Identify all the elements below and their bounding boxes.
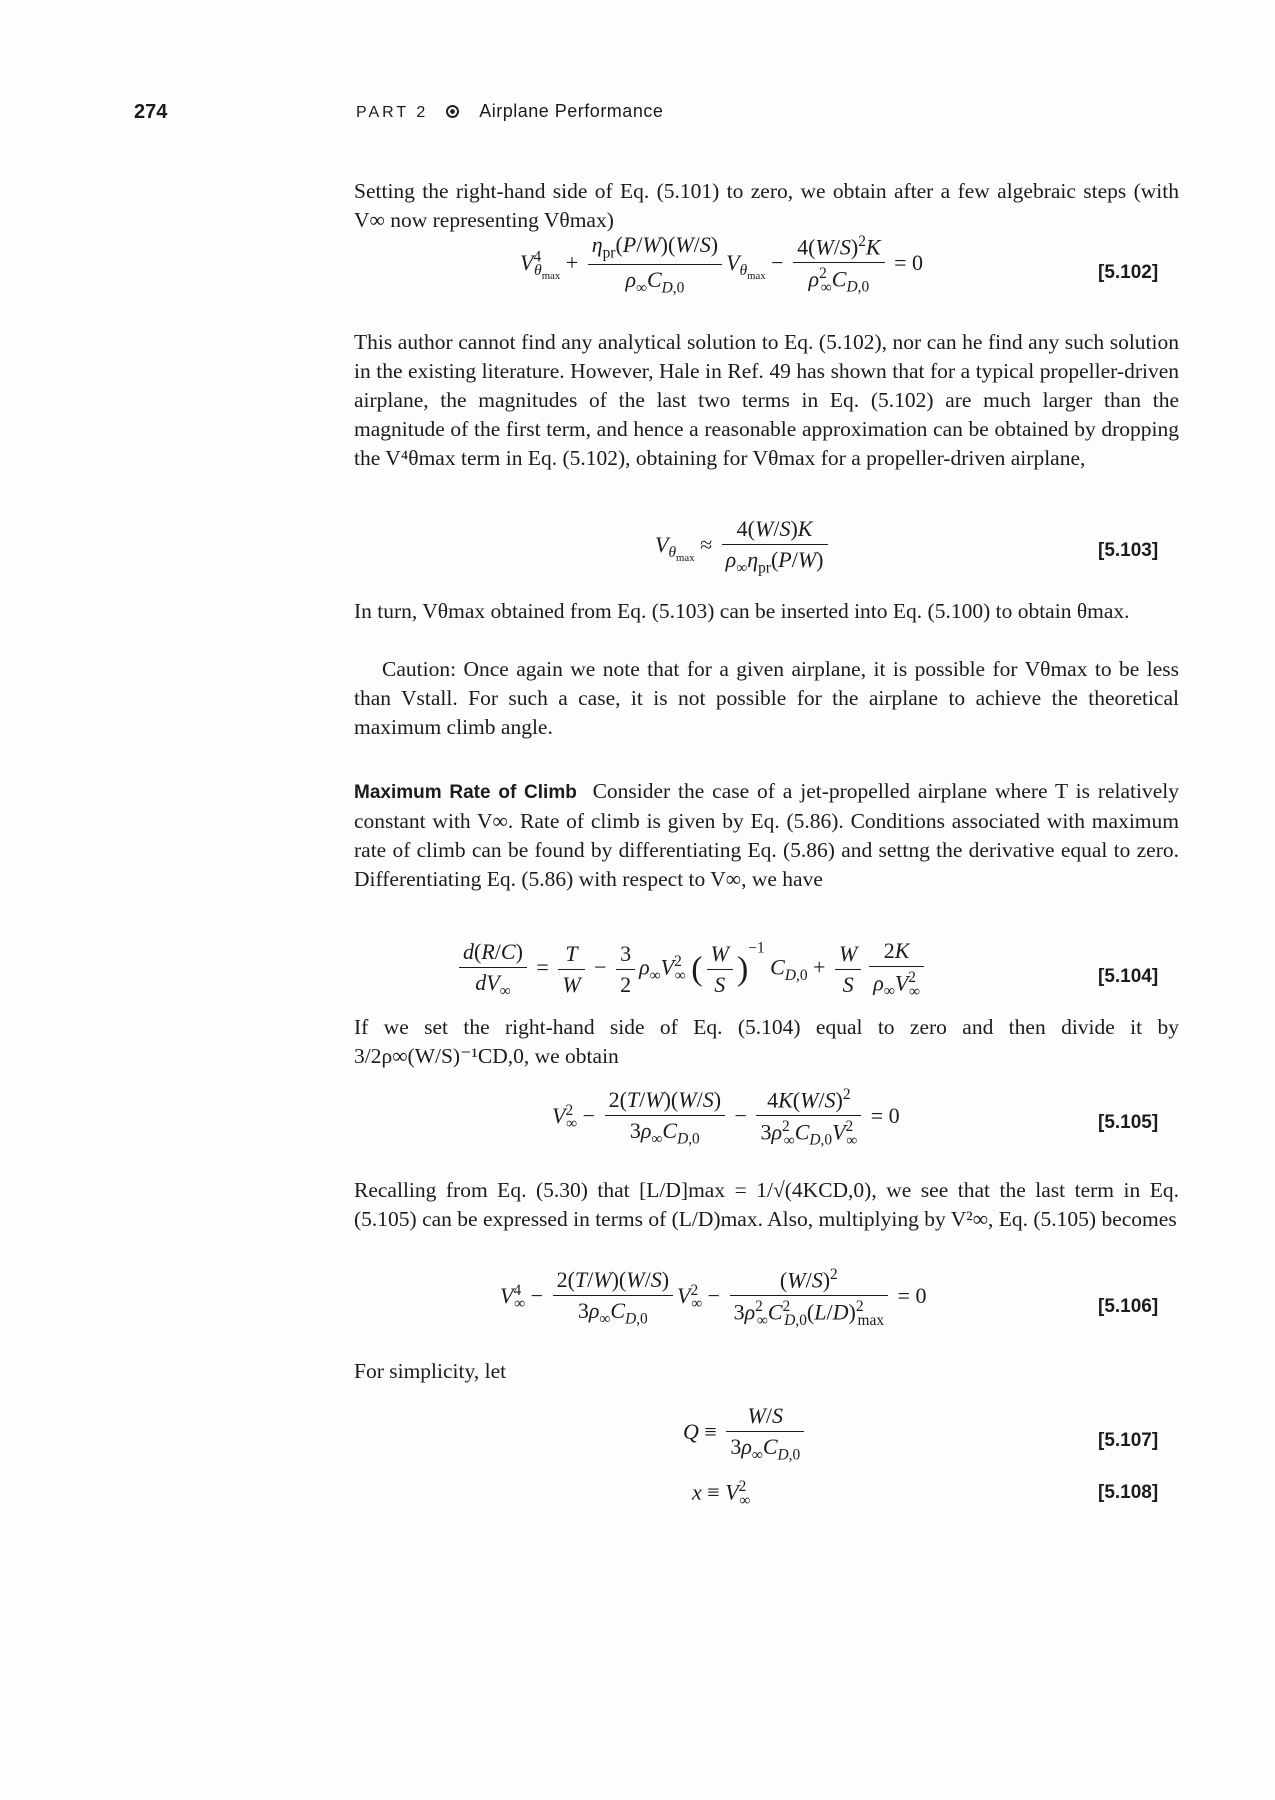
- paragraph-4: [354, 655, 1179, 742]
- running-head: [356, 101, 663, 122]
- bullet-icon: [446, 105, 459, 118]
- equation-label: [5.103]: [1098, 540, 1159, 561]
- running-head-part: PART 2: [356, 104, 429, 121]
- equation-label: [5.104]: [1098, 966, 1159, 987]
- paragraph-7: [354, 1176, 1179, 1234]
- equation-label: [5.106]: [1098, 1296, 1159, 1317]
- page-number: 274: [134, 101, 168, 123]
- equation-5-106: $V^4_\infty$ − $\frac{2(T/W)(W/S)}{3\rho_\infty C_{D,0}}$ $V^2_\infty$ − $\frac{(W/S)^2}{3\rho^2_\infty C^2_{D,0}(L/D)^2_{max}}$ = 0: [500, 1266, 927, 1330]
- paragraph-8: [354, 1357, 1179, 1386]
- equation-label: [5.108]: [1098, 1482, 1159, 1503]
- equation-label: [5.102]: [1098, 262, 1159, 283]
- paragraph-3: [354, 597, 1179, 626]
- paragraph-text: Consider the case of a jet-propelled airplane where T is relatively constant with V∞. Rate of climb is given by Eq. (5.86). Conditions associated with maximum rate of climb can be found by differentiating Eq. (5.86) and settng the derivative equal to zero. Differentiating Eq. (5.86) with respect to V∞, we have: [354, 779, 1179, 891]
- equation-5-104: $\frac{d(R/C)}{dV_\infty}$ = $\frac{T}{W}$ − $\frac{3}{2}$ $\rho_\infty V^2_\infty$ ( $\frac{W}{S}$ )$^{-1}$ $C_{D,0}$ + $\frac{W}{S}$ $\frac{2K}{\rho_\infty V^2_\infty}$: [455, 938, 928, 1001]
- equation-label: [5.107]: [1098, 1430, 1159, 1451]
- paragraph-text: Caution: Once again we note that for a given airplane, it is possible for Vθmax to be less than Vstall. For such a case, it is not possible for the airplane to achieve the theoretical maximum climb angle.: [354, 657, 1179, 739]
- equation-label: [5.105]: [1098, 1112, 1159, 1133]
- paragraph-text: If we set the right-hand side of Eq. (5.104) equal to zero and then divide it by 3/2ρ∞(W/S)⁻¹CD,0, we obtain: [354, 1015, 1179, 1068]
- paragraph-text: In turn, Vθmax obtained from Eq. (5.103) can be inserted into Eq. (5.100) to obtain θmax.: [354, 599, 1130, 623]
- paragraph-text: For simplicity, let: [354, 1359, 507, 1383]
- paragraph-text: Recalling from Eq. (5.30) that [L/D]max = 1/√(4KCD,0), we see that the last term in Eq. (5.105) can be expressed in terms of (L/D)max. Also, multiplying by V²∞, Eq. (5.105) becomes: [354, 1178, 1179, 1231]
- equation-5-105: $V^2_\infty$ − $\frac{2(T/W)(W/S)}{3\rho_\infty C_{D,0}}$ − $\frac{4K(W/S)^2}{3\rho^2_\infty C_{D,0}V^2_\infty}$ = 0: [552, 1086, 900, 1150]
- paragraph-text: Setting the right-hand side of Eq. (5.101) to zero, we obtain after a few algebraic steps (with V∞ now representing Vθmax): [354, 179, 1179, 232]
- equation-5-102: $V^4_{\theta_{max}}$ + $\frac{\eta_{pr}(P/W)(W/S)}{\rho_\infty C_{D,0}}$ $V_{\theta_{max}}$ − $\frac{4(W/S)^2K}{\rho^2_\infty C_{D,0}}$ = 0: [520, 232, 924, 297]
- section-heading: Maximum Rate of Climb: [354, 782, 577, 803]
- paragraph-6: [354, 1013, 1179, 1071]
- equation-5-103: $V_{\theta_{max}}$ ≈ $\frac{4(W/S)K}{\rho_\infty\eta_{pr}(P/W)}$: [655, 516, 832, 577]
- equation-5-108: $x \equiv V^2_\infty$: [692, 1478, 751, 1509]
- paragraph-text: This author cannot find any analytical solution to Eq. (5.102), nor can he find any such solution in the existing literature. However, Hale in Ref. 49 has shown that for a typical propeller-driven airplane, the magnitudes of the last two terms in Eq. (5.102) are much larger than the magnitude of the first term, and hence a reasonable approximation can be obtained by dropping the V⁴θmax term in Eq. (5.102), obtaining for Vθmax for a propeller-driven airplane,: [354, 330, 1179, 470]
- paragraph-1: [354, 177, 1179, 235]
- paragraph-2: [354, 328, 1179, 473]
- equation-5-107: Q ≡ $\frac{W/S}{3\rho_\infty C_{D,0}}$: [683, 1403, 808, 1464]
- paragraph-5: [354, 777, 1179, 894]
- running-head-title: Airplane Performance: [479, 101, 664, 121]
